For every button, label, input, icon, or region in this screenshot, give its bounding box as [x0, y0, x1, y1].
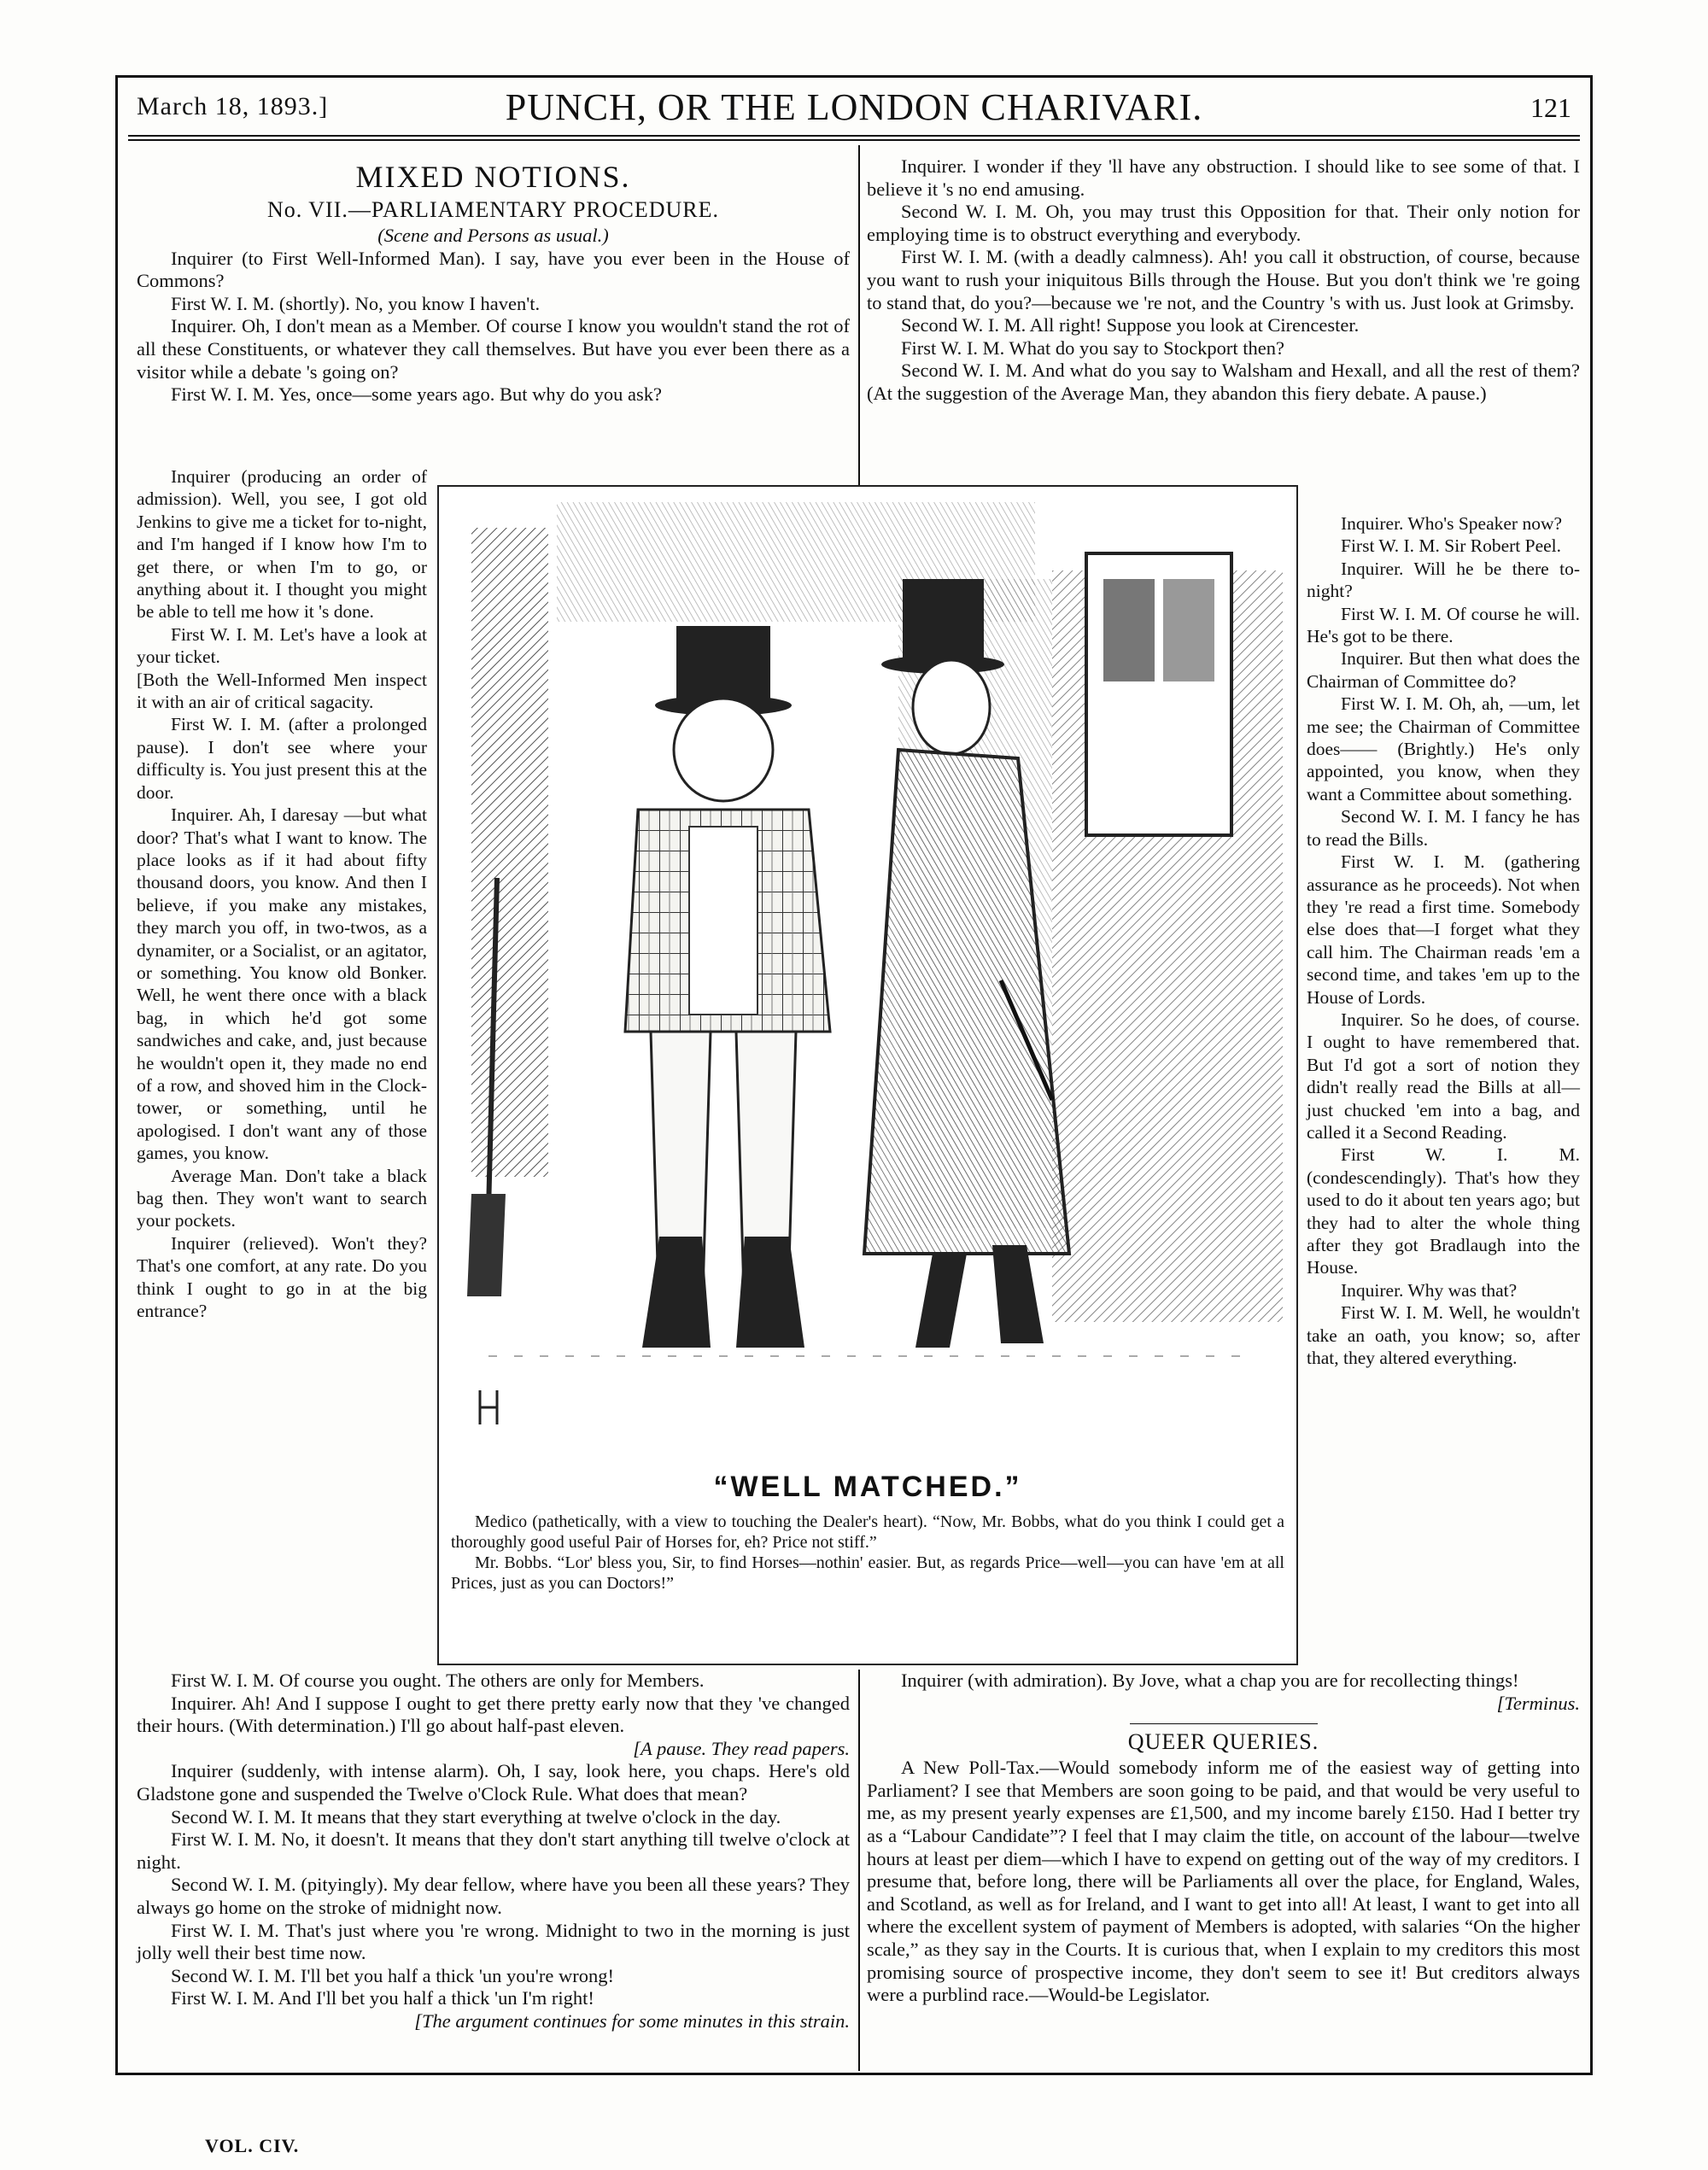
- stage-direction: [Both the Well-Informed Men inspect it with an air of critical sagacity.: [137, 669, 427, 713]
- dialogue-line: First W. I. M. Yes, once—some years ago. But why do you ask?: [171, 383, 662, 406]
- mixed-notions-right-top: [867, 155, 1580, 406]
- mixed-notions-left-narrow: [137, 465, 427, 1322]
- dialogue-line: Average Man. Don't take a black bag then. They won't want to search your pockets.: [137, 1165, 427, 1231]
- column-divider-bottom: [858, 1670, 860, 2071]
- mixed-notions-left-bottom: [137, 1670, 850, 2033]
- stage-direction: [A pause. They read papers.: [633, 1737, 850, 1759]
- dialogue-line: First W. I. M. What do you say to Stockport then?: [901, 336, 1284, 359]
- dialogue-line: First W. I. M. And I'll bet you half a thick 'un I'm right!: [171, 1987, 594, 2009]
- dialogue-line: First W. I. M. (after a prolonged pause). I don't see where your difficulty is. You just present this at the door.: [137, 714, 427, 803]
- section-rule: [1130, 1723, 1318, 1724]
- dialogue-line: Inquirer. I wonder if they 'll have any obstruction. I should like to see some of that. I believe it 's no end amusing.: [867, 155, 1580, 200]
- dialogue-line: First W. I. M. (shortly). No, you know I haven't.: [171, 292, 541, 314]
- dialogue-line: First W. I. M. (with a deadly calmness). Ah! you call it obstruction, of course, because you want to rush your iniquitous Bills through the House. But you don't think we 're going to stand that, do you?—because we 're not, and the Country 's with us. Just look at Grimsby.: [867, 246, 1580, 313]
- dialogue-line: First W. I. M. (gathering assurance as he proceeds). Not when they 're read a first time. Somebody else does that—I forget what they call him. The Chairman reads 'em a second time, and takes 'em up to the House of Lords.: [1307, 851, 1580, 1008]
- dialogue-line: First W. I. M. Of course you ought. The others are only for Members.: [171, 1670, 705, 1691]
- page-number: 121: [1530, 92, 1571, 123]
- dialogue-line: Second W. I. M. And what do you say to Walsham and Hexall, and all the rest of them? (At the suggestion of the Average Man, they abandon this fiery debate. A pause.): [867, 360, 1580, 404]
- mixed-notions-right-narrow: [1307, 512, 1580, 1369]
- queer-queries-title: QUEER QUERIES.: [1127, 1729, 1319, 1755]
- mixed-notions-right-bottom: [867, 1670, 1580, 2007]
- dialogue-line: Inquirer. But then what does the Chairman of Committee do?: [1307, 648, 1580, 692]
- dialogue-line: First W. I. M. Oh, ah, —um, let me see; the Chairman of Committee does—— (Brightly.) He's only appointed, you know, when they want a Committee about something.: [1307, 693, 1580, 804]
- cartoon-drawing: [454, 502, 1283, 1450]
- dialogue-line: Second W. I. M. It means that they start everything at twelve o'clock in the day.: [171, 1805, 781, 1828]
- dialogue-line: Inquirer (producing an order of admission). Well, you see, I got old Jenkins to give me a ticket for to-night, and I'm hanged if I know how I'm to get there, or when I'm to go, or anything about it. I thought you might be able to tell me how it 's done.: [137, 466, 427, 623]
- cartoon-title: “WELL MATCHED.”: [713, 1471, 1022, 1503]
- dialogue-line: Inquirer. Why was that?: [1341, 1279, 1518, 1301]
- dialogue-line: First W. I. M. (condescendingly). That's how they used to do it about ten years ago; but they had to alter the whole thing after they got Bradlaugh into the House.: [1307, 1144, 1580, 1278]
- publication-title: PUNCH, OR THE LONDON CHARIVARI.: [505, 86, 1203, 128]
- stage-direction: [The argument continues for some minutes in this strain.: [414, 2009, 850, 2032]
- dialogue-line: First W. I. M. Let's have a look at your ticket.: [137, 623, 427, 668]
- dialogue-line: Second W. I. M. All right! Suppose you look at Cirencester.: [901, 314, 1360, 336]
- scene-note: (Scene and Persons as usual.): [377, 225, 609, 246]
- dialogue-line: Inquirer. Oh, I don't mean as a Member. Of course I know you wouldn't stand the rot of all these Constituents, or whatever they call themselves. But have you ever been there as a visitor while a debate 's going on?: [137, 315, 850, 383]
- header-rule: [128, 135, 1580, 137]
- article-title: MIXED NOTIONS.: [355, 160, 631, 194]
- terminus: [Terminus.: [1496, 1692, 1580, 1714]
- header-rule-2: [128, 139, 1580, 141]
- dialogue-line: Inquirer. Will he be there to-night?: [1307, 558, 1580, 602]
- dialogue-line: First W. I. M. Well, he wouldn't take an oath, you know; so, after that, they altered everything.: [1307, 1302, 1580, 1369]
- dialogue-line: First W. I. M. Of course he will. He's got to be there.: [1307, 603, 1580, 647]
- dialogue-line: Inquirer. So he does, of course. I ought to have remembered that. But I'd got a sort of notion they didn't really read the Bills at all—just chucked 'em into a bag, and called it a Second Reading.: [1307, 1009, 1580, 1143]
- mixed-notions-intro: [137, 158, 850, 407]
- dialogue-line: First W. I. M. No, it doesn't. It means that they don't start anything till twelve o'clock at night.: [137, 1828, 850, 1873]
- cartoon-illustration: [437, 485, 1298, 1665]
- cartoon-caption: [451, 1512, 1284, 1594]
- dialogue-line: Inquirer. Who's Speaker now?: [1341, 513, 1563, 534]
- caption-line: Medico (pathetically, with a view to touching the Dealer's heart). “Now, Mr. Bobbs, what do you think I could get a thoroughly good useful Pair of Horses for, eh? Price not stiff.”: [451, 1512, 1284, 1552]
- dialogue-line: Second W. I. M. I'll bet you half a thick 'un you're wrong!: [171, 1964, 614, 1986]
- dialogue-line: Inquirer (to First Well-Informed Man). I say, have you ever been in the House of Commons?: [137, 247, 850, 292]
- masthead: [128, 85, 1580, 133]
- dialogue-line: Inquirer (suddenly, with intense alarm). Oh, I say, look here, you chaps. Here's old Gladstone gone and suspended the Twelve o'Clock Rule. What does that mean?: [137, 1760, 850, 1804]
- volume-label: VOL. CIV.: [205, 2135, 300, 2156]
- dialogue-line: Second W. I. M. I fancy he has to read the Bills.: [1307, 806, 1580, 850]
- dialogue-line: Inquirer. Ah, I daresay —but what door? That's what I want to know. The place looks as if it had about fifty thousand doors, you know. And then I believe, if you make any mistakes, they march you off, in two-twos, as a dynamiter, or a Socialist, or an agitator, or something. You know old Bonker. Well, he went there once with a black bag, in which he'd got some sandwiches and cake, and, just because he wouldn't open it, they made no end of a row, and shoved him in the Clock-tower, or something, until he apologised. I don't want any of those games, you know.: [137, 804, 427, 1164]
- dialogue-line: Inquirer (relieved). Won't they? That's one comfort, at any rate. Do you think I ought to go in at the big entrance?: [137, 1232, 427, 1322]
- caption-line: Mr. Bobbs. “Lor' bless you, Sir, to find Horses—nothin' easier. But, as regards Price—well—you can have 'em at all Prices, just as you can Doctors!”: [451, 1553, 1284, 1593]
- queer-queries-text: A New Poll-Tax.—Would somebody inform me of the easiest way of getting into Parliament? I see that Members are soon going to be paid, and that would be very useful to me, as my present yearly expenses are £1,500, and my income barely £150. Had I better try as a “Labour Candidate”? I feel that I may claim the title, on account of the labour—twelve hours at least per diem—which I have to expend on getting out of the way of my creditors. I presume that, before long, there will be Parliaments all over the place, for England, Wales, and Scotland, as well as for Ireland, and I want to get into all! At least, I want to get into all where the excellent system of payment of Members is adopted, with salaries “On the higher scale,” as they say in the Courts. It is curious that, when I explain to my creditors this most promising source of prospective income, they don't seem to see it! But creditors always were a purblind race.—Would-be Legislator.: [867, 1757, 1580, 2006]
- dialogue-line: Second W. I. M. Oh, you may trust this Opposition for that. Their only notion for employing time is to obstruct everything and everybody.: [867, 201, 1580, 245]
- article-subtitle: No. VII.—PARLIAMENTARY PROCEDURE.: [266, 197, 720, 222]
- dialogue-line: First W. I. M. Sir Robert Peel.: [1341, 535, 1562, 557]
- issue-date: March 18, 1893.]: [137, 92, 329, 120]
- dialogue-line: Inquirer (with admiration). By Jove, what a chap you are for recollecting things!: [901, 1670, 1519, 1691]
- dialogue-line: First W. I. M. That's just where you 're wrong. Midnight to two in the morning is just jolly well their best time now.: [137, 1919, 850, 1964]
- dialogue-line: Second W. I. M. (pityingly). My dear fellow, where have you been all these years? They always go home on the stroke of midnight now.: [137, 1874, 850, 1918]
- dialogue-line: Inquirer. Ah! And I suppose I ought to get there pretty early now that they 've changed their hours. (With determination.) I'll go about half-past eleven.: [137, 1692, 850, 1737]
